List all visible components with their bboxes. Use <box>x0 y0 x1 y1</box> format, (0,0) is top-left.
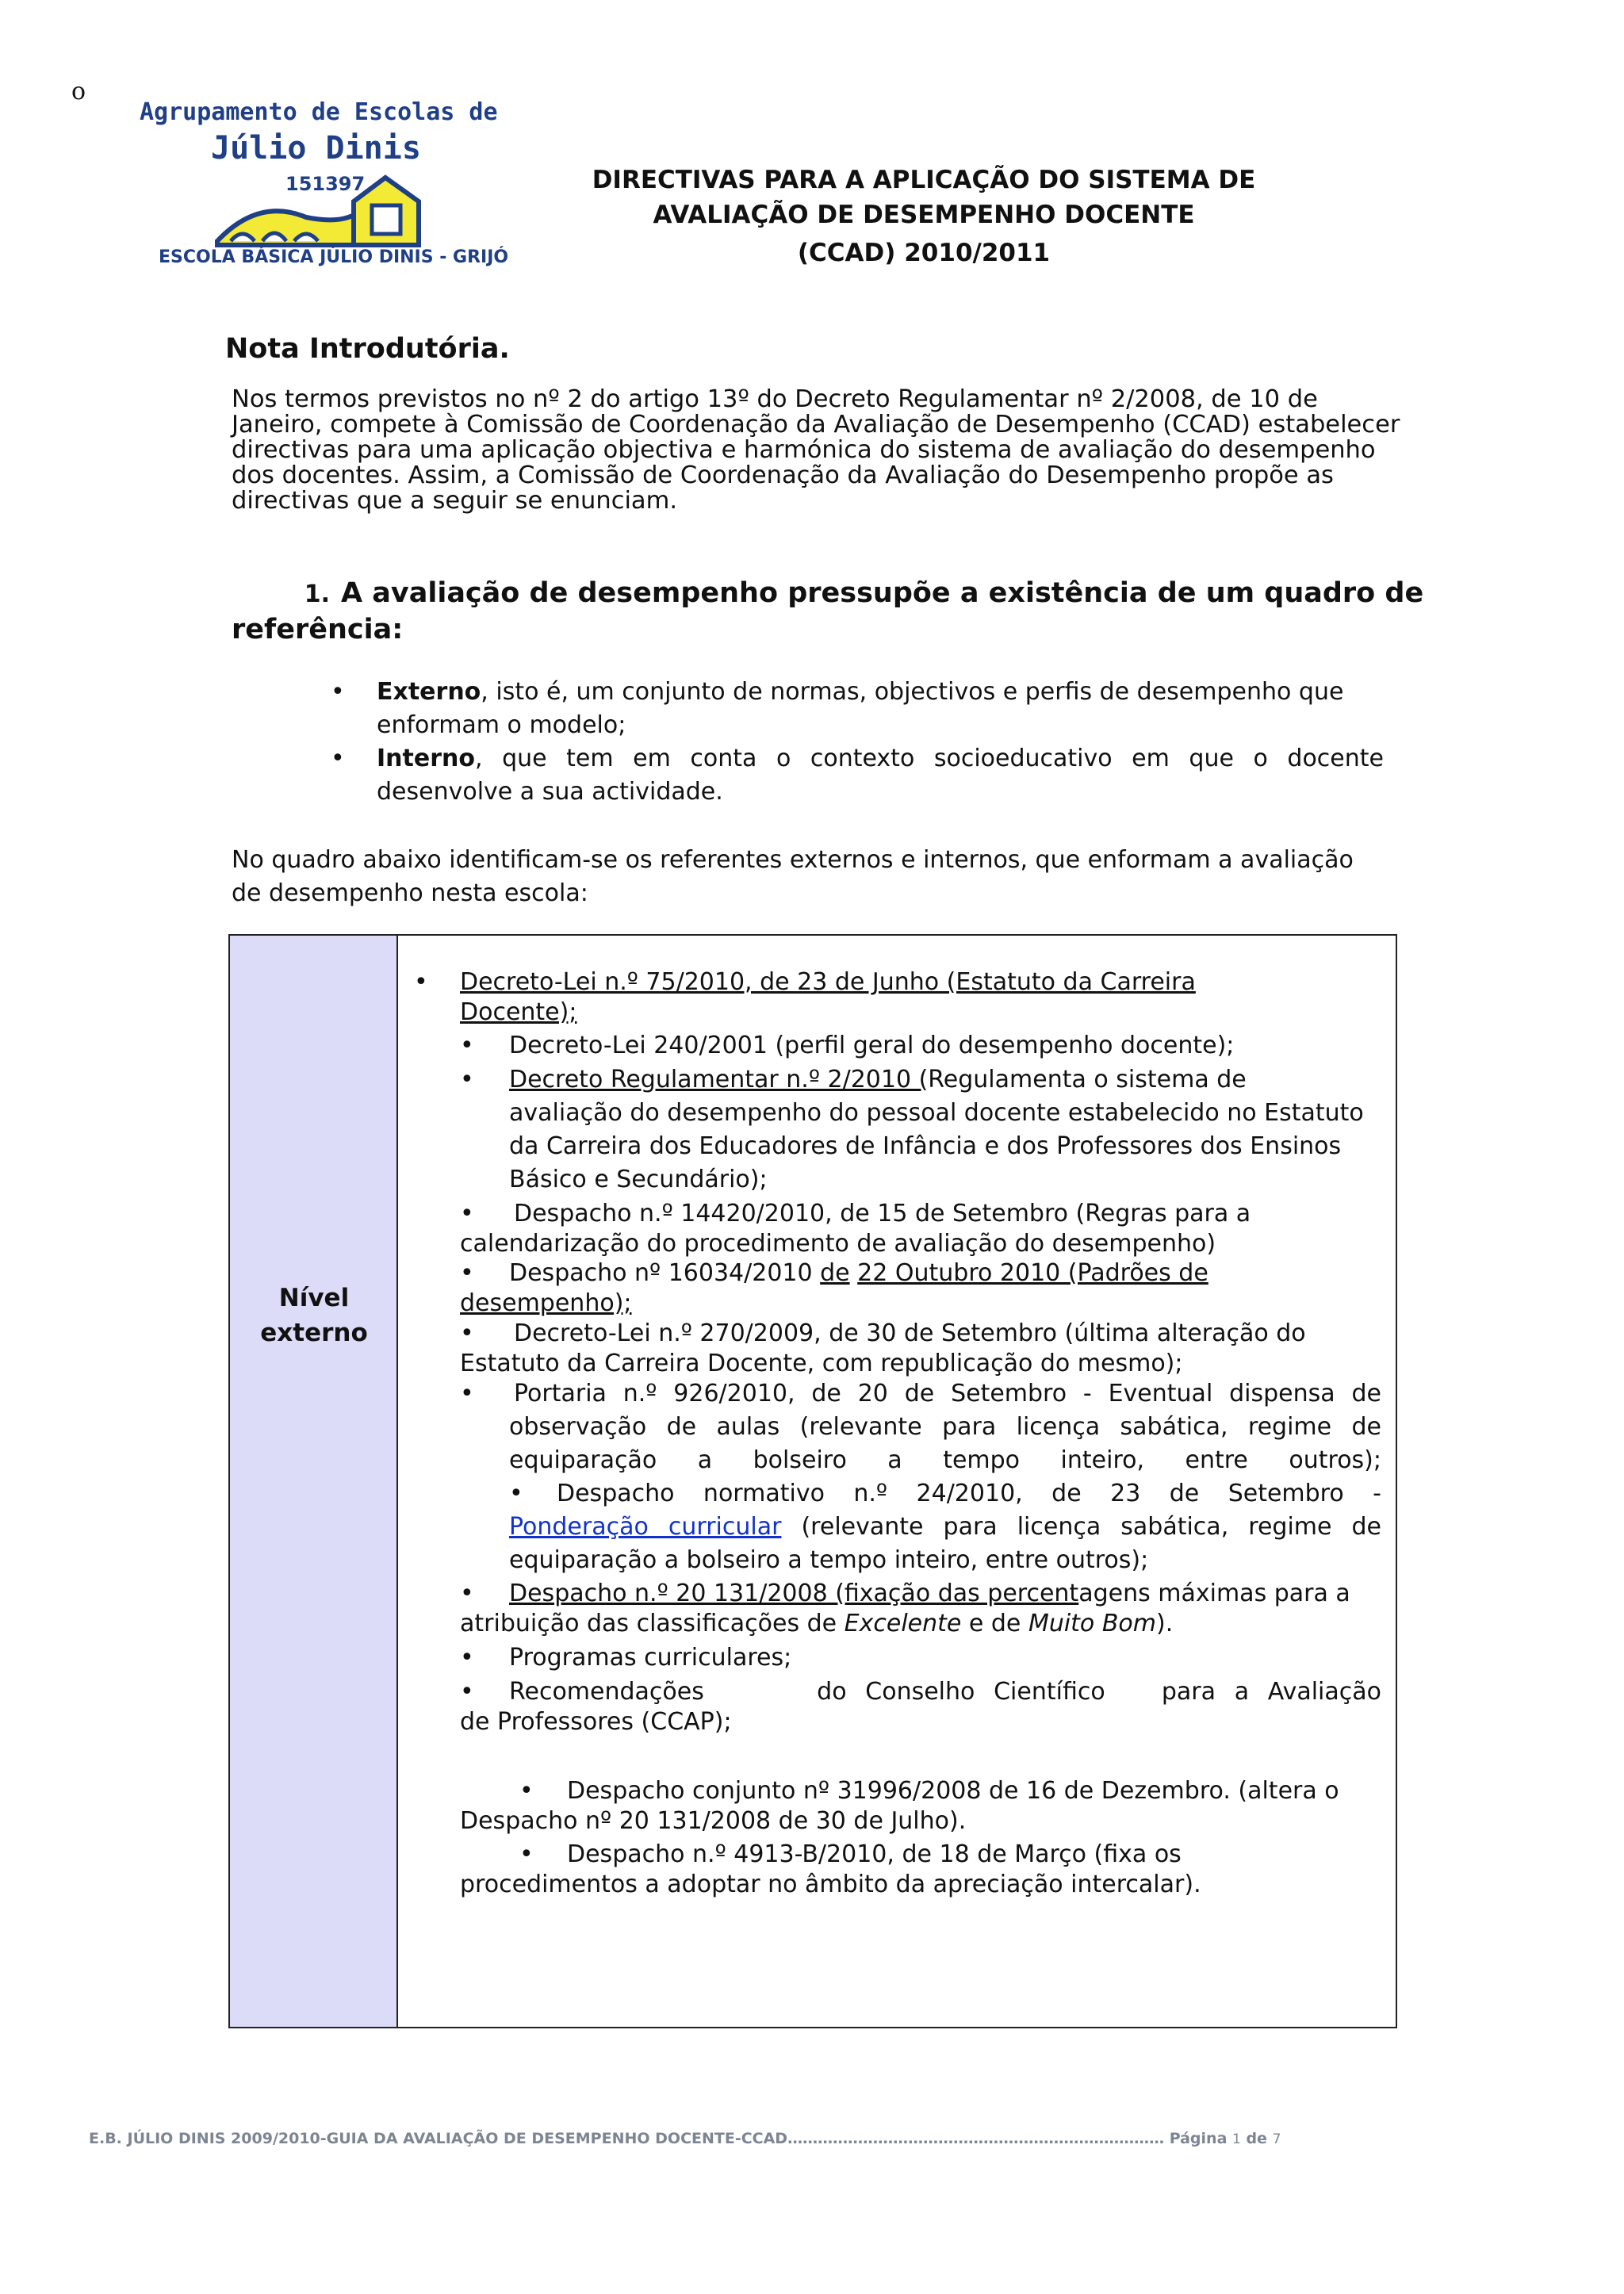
table-item-cont: Docente); <box>460 998 577 1026</box>
label-line1: Nível <box>278 1284 350 1312</box>
section-number: 1. <box>304 580 330 608</box>
stray-mark: o <box>71 78 86 105</box>
table-item: • Recomendações do Conselho Científico para a Avaliação <box>460 1678 1381 1706</box>
footer-of: de <box>1240 2130 1273 2147</box>
table-item: • Programas curriculares; <box>460 1644 792 1672</box>
intro-line: Janeiro, compete à Comissão de Coordenação da Avaliação de Desempenho (CCAD) estabelecer <box>232 411 1400 439</box>
table-item-cont: de Professores (CCAP); <box>460 1708 732 1736</box>
section-title-line1: A avaliação de desempenho pressupõe a existência de um quadro de <box>341 577 1424 609</box>
title-line3: (CCAD) 2010/2011 <box>797 239 1051 267</box>
referents-table <box>228 934 1397 2028</box>
page-number: 1 <box>1232 2131 1241 2147</box>
table-item-cont: Estatuto da Carreira Docente, com republicação do mesmo); <box>460 1350 1183 1377</box>
footer-text: E.B. JÚLIO DINIS 2009/2010-GUIA DA AVALIAÇÃO DE DESEMPENHO DOCENTE-CCAD………………………………………………………………… Página <box>89 2130 1233 2147</box>
logo-school-name: ESCOLA BÁSICA JÚLIO DINIS - GRIJÓ <box>159 247 509 267</box>
table-item-cont: da Carreira dos Educadores de Infância e dos Professores dos Ensinos <box>509 1132 1342 1160</box>
section-1-heading <box>232 576 1437 648</box>
ponderacao-curricular-link[interactable]: Ponderação curricular <box>509 1513 782 1541</box>
table-item: • Decreto-Lei n.º 270/2009, de 30 de Setembro (última alteração do <box>460 1319 1306 1347</box>
intro-line: Nos termos previstos no nº 2 do artigo 13º do Decreto Regulamentar nº 2/2008, de 10 de <box>232 385 1318 413</box>
table-item-cont: desempenho); <box>460 1289 632 1317</box>
table-item-cont: Despacho nº 20 131/2008 de 30 de Julho). <box>460 1807 967 1835</box>
table-item-cont: avaliação do desempenho do pessoal docente estabelecido no Estatuto <box>509 1099 1364 1127</box>
table-item-cont: equiparação a bolseiro a tempo inteiro, entre outros); <box>509 1446 1381 1474</box>
table-item: • Despacho n.º 20 131/2008 (fixação das percentagens máximas para a <box>460 1580 1350 1607</box>
paragraph-line: de desempenho nesta escola: <box>232 879 588 907</box>
section-title-line2: referência: <box>232 614 404 645</box>
bullet-term: Interno <box>377 745 475 772</box>
document-title <box>468 163 1380 270</box>
intro-line: directivas que a seguir se enunciam. <box>232 487 678 515</box>
table-item: • Decreto-Lei n.º 75/2010, de 23 de Junho (Estatuto da Carreira <box>414 968 1196 996</box>
list-item <box>331 676 1384 742</box>
logo-line2: Júlio Dinis <box>211 130 421 167</box>
table-intro-paragraph <box>232 844 1421 910</box>
intro-heading: Nota Introdutória. <box>225 333 510 365</box>
table-item: • Despacho n.º 14420/2010, de 15 de Setembro (Regras para a <box>460 1200 1251 1227</box>
paragraph-line: No quadro abaixo identificam-se os referentes externos e internos, que enformam a avaliação <box>232 846 1354 874</box>
bullet: • <box>331 678 345 706</box>
logo-code: 151397 <box>285 173 366 195</box>
table-item-cont: calendarização do procedimento de avaliação do desempenho) <box>460 1230 1216 1258</box>
intro-line: directivas para uma aplicação objectiva e harmónica do sistema de avaliação do desempenho <box>232 436 1376 464</box>
bullet: • <box>331 745 345 772</box>
page-total: 7 <box>1272 2131 1281 2147</box>
page-footer <box>89 2130 1281 2147</box>
logo-line1: Agrupamento de Escolas de <box>140 98 498 126</box>
table-item-cont: procedimentos a adoptar no âmbito da apreciação intercalar). <box>460 1871 1201 1898</box>
bullet-text: , que tem em conta o contexto socioeducativo em que o docente desenvolve a sua actividade. <box>377 745 1384 806</box>
table-item: • Decreto Regulamentar n.º 2/2010 (Regulamenta o sistema de <box>460 1066 1247 1093</box>
table-label <box>230 1281 398 1350</box>
table-item: • Despacho nº 16034/2010 de 22 Outubro 2010 (Padrões de <box>460 1259 1208 1287</box>
school-logo <box>135 95 515 278</box>
table-item: • Despacho conjunto nº 31996/2008 de 16 de Dezembro. (altera o <box>519 1777 1339 1805</box>
label-line2: externo <box>260 1319 368 1347</box>
title-line1: DIRECTIVAS PARA A APLICAÇÃO DO SISTEMA DE <box>592 166 1256 194</box>
intro-line: dos docentes. Assim, a Comissão de Coordenação da Avaliação do Desempenho propõe as <box>232 461 1334 489</box>
table-item-cont: Básico e Secundário); <box>509 1166 768 1193</box>
table-item-cont: Ponderação curricular (relevante para licença sabática, regime de <box>509 1513 1382 1541</box>
table-item: • Despacho normativo n.º 24/2010, de 23 de Setembro - <box>509 1480 1381 1507</box>
table-label-cell <box>230 936 398 2027</box>
table-item: • Despacho n.º 4913-B/2010, de 18 de Março (fixa os <box>519 1840 1182 1868</box>
title-line2: AVALIAÇÃO DE DESEMPENHO DOCENTE <box>653 201 1195 229</box>
bullet-term: Externo <box>377 678 481 706</box>
table-item: • Decreto-Lei 240/2001 (perfil geral do desempenho docente); <box>460 1032 1235 1059</box>
table-item-cont: observação de aulas (relevante para licença sabática, regime de <box>509 1413 1381 1441</box>
bullet-text: , isto é, um conjunto de normas, objectivos e perfis de desempenho que enformam o modelo; <box>377 678 1344 739</box>
table-item-cont: equiparação a bolseiro a tempo inteiro, entre outros); <box>509 1546 1149 1574</box>
table-item: • Portaria n.º 926/2010, de 20 de Setembro - Eventual dispensa de <box>460 1380 1381 1407</box>
intro-paragraph <box>232 387 1437 514</box>
list-item <box>331 742 1384 809</box>
table-item-cont: atribuição das classificações de Excelente e de Muito Bom). <box>460 1610 1174 1637</box>
